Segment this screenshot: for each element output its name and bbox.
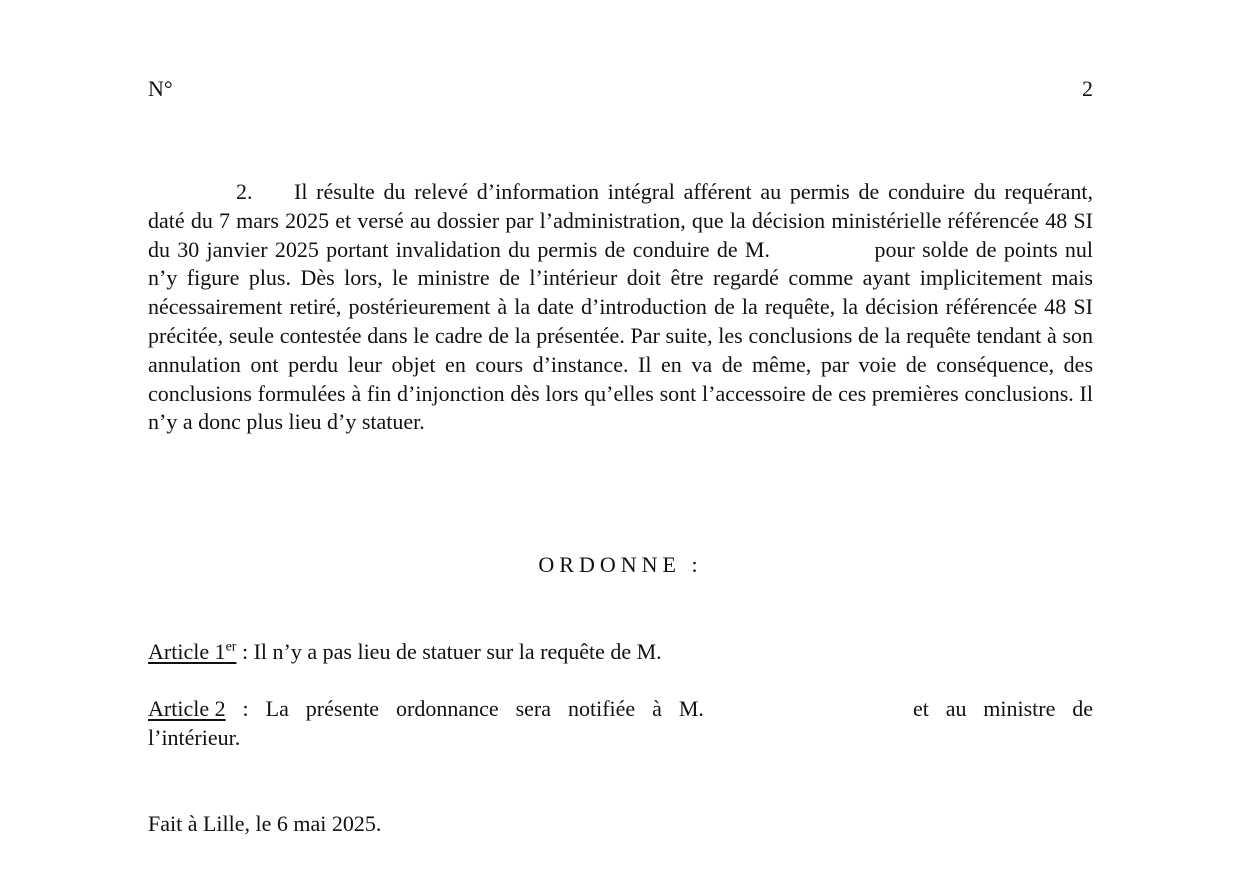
article-2-word: sera (515, 696, 552, 721)
article-2-word: : (242, 696, 249, 721)
article-2-line-2: l’intérieur. (148, 724, 241, 750)
article-2-word: au (945, 696, 967, 721)
paragraph-2 (148, 178, 1093, 437)
article-2-word: La (265, 696, 289, 721)
article-2-left-words (148, 695, 704, 724)
article-2-line-1 (148, 695, 1093, 724)
closing-place-date: Fait à Lille, le 6 mai 2025. (148, 811, 382, 836)
article-1 (148, 638, 1093, 667)
article-2 (148, 695, 1093, 753)
ordonne-heading: ORDONNE : (538, 552, 703, 577)
paragraph-text-part1: Il résulte du relevé d’information intégral afférent au permis de conduire du requérant, daté du 7 mars 2025 et versé au dossier par l’administration, que la décision ministérielle référencée 48 SI du 30 janvier 2025 portant invalidation du permis de conduire de M. (148, 179, 1093, 262)
article-2-word: ordonnance (396, 696, 499, 721)
paragraph-number: 2. (236, 179, 253, 204)
paragraph-text-part2: pour solde de points nul n’y figure plus. Dès lors, le ministre de l’intérieur doit être regardé comme ayant implicitement mais nécessairement retiré, postérieurement à la date d’introduction de la requête, la décision référencée 48 SI précitée, seule contestée dans le cadre de la présentée. Par suite, les conclusions de la requête tendant à son annulation ont perdu leur objet en cours d’instance. Il en va de même, par voie de conséquence, des conclusions formulées à fin d’injonction dès lors qu’elles sont l’accessoire de ces premières conclusions. Il n’y a donc plus lieu d’y statuer. (148, 236, 1094, 435)
article-2-word: à (652, 696, 662, 721)
article-1-text: : Il n’y a pas lieu de statuer sur la requête de M. (236, 639, 662, 664)
article-2-right-words (913, 695, 1093, 724)
article-2-word: ministre (983, 696, 1056, 721)
article-2-label: Article 2 (148, 696, 226, 721)
case-number-label: N° (148, 76, 173, 101)
article-1-label-sup: er (225, 639, 237, 655)
article-2-word: M. (678, 696, 704, 721)
article-1-label-text: Article 1 (148, 639, 226, 664)
article-2-word: présente (305, 696, 380, 721)
article-1-label (148, 639, 236, 664)
page-number: 2 (1082, 76, 1093, 101)
article-2-word: notifiée (567, 696, 636, 721)
article-2-word: et (913, 696, 929, 721)
article-2-word: de (1072, 696, 1093, 721)
